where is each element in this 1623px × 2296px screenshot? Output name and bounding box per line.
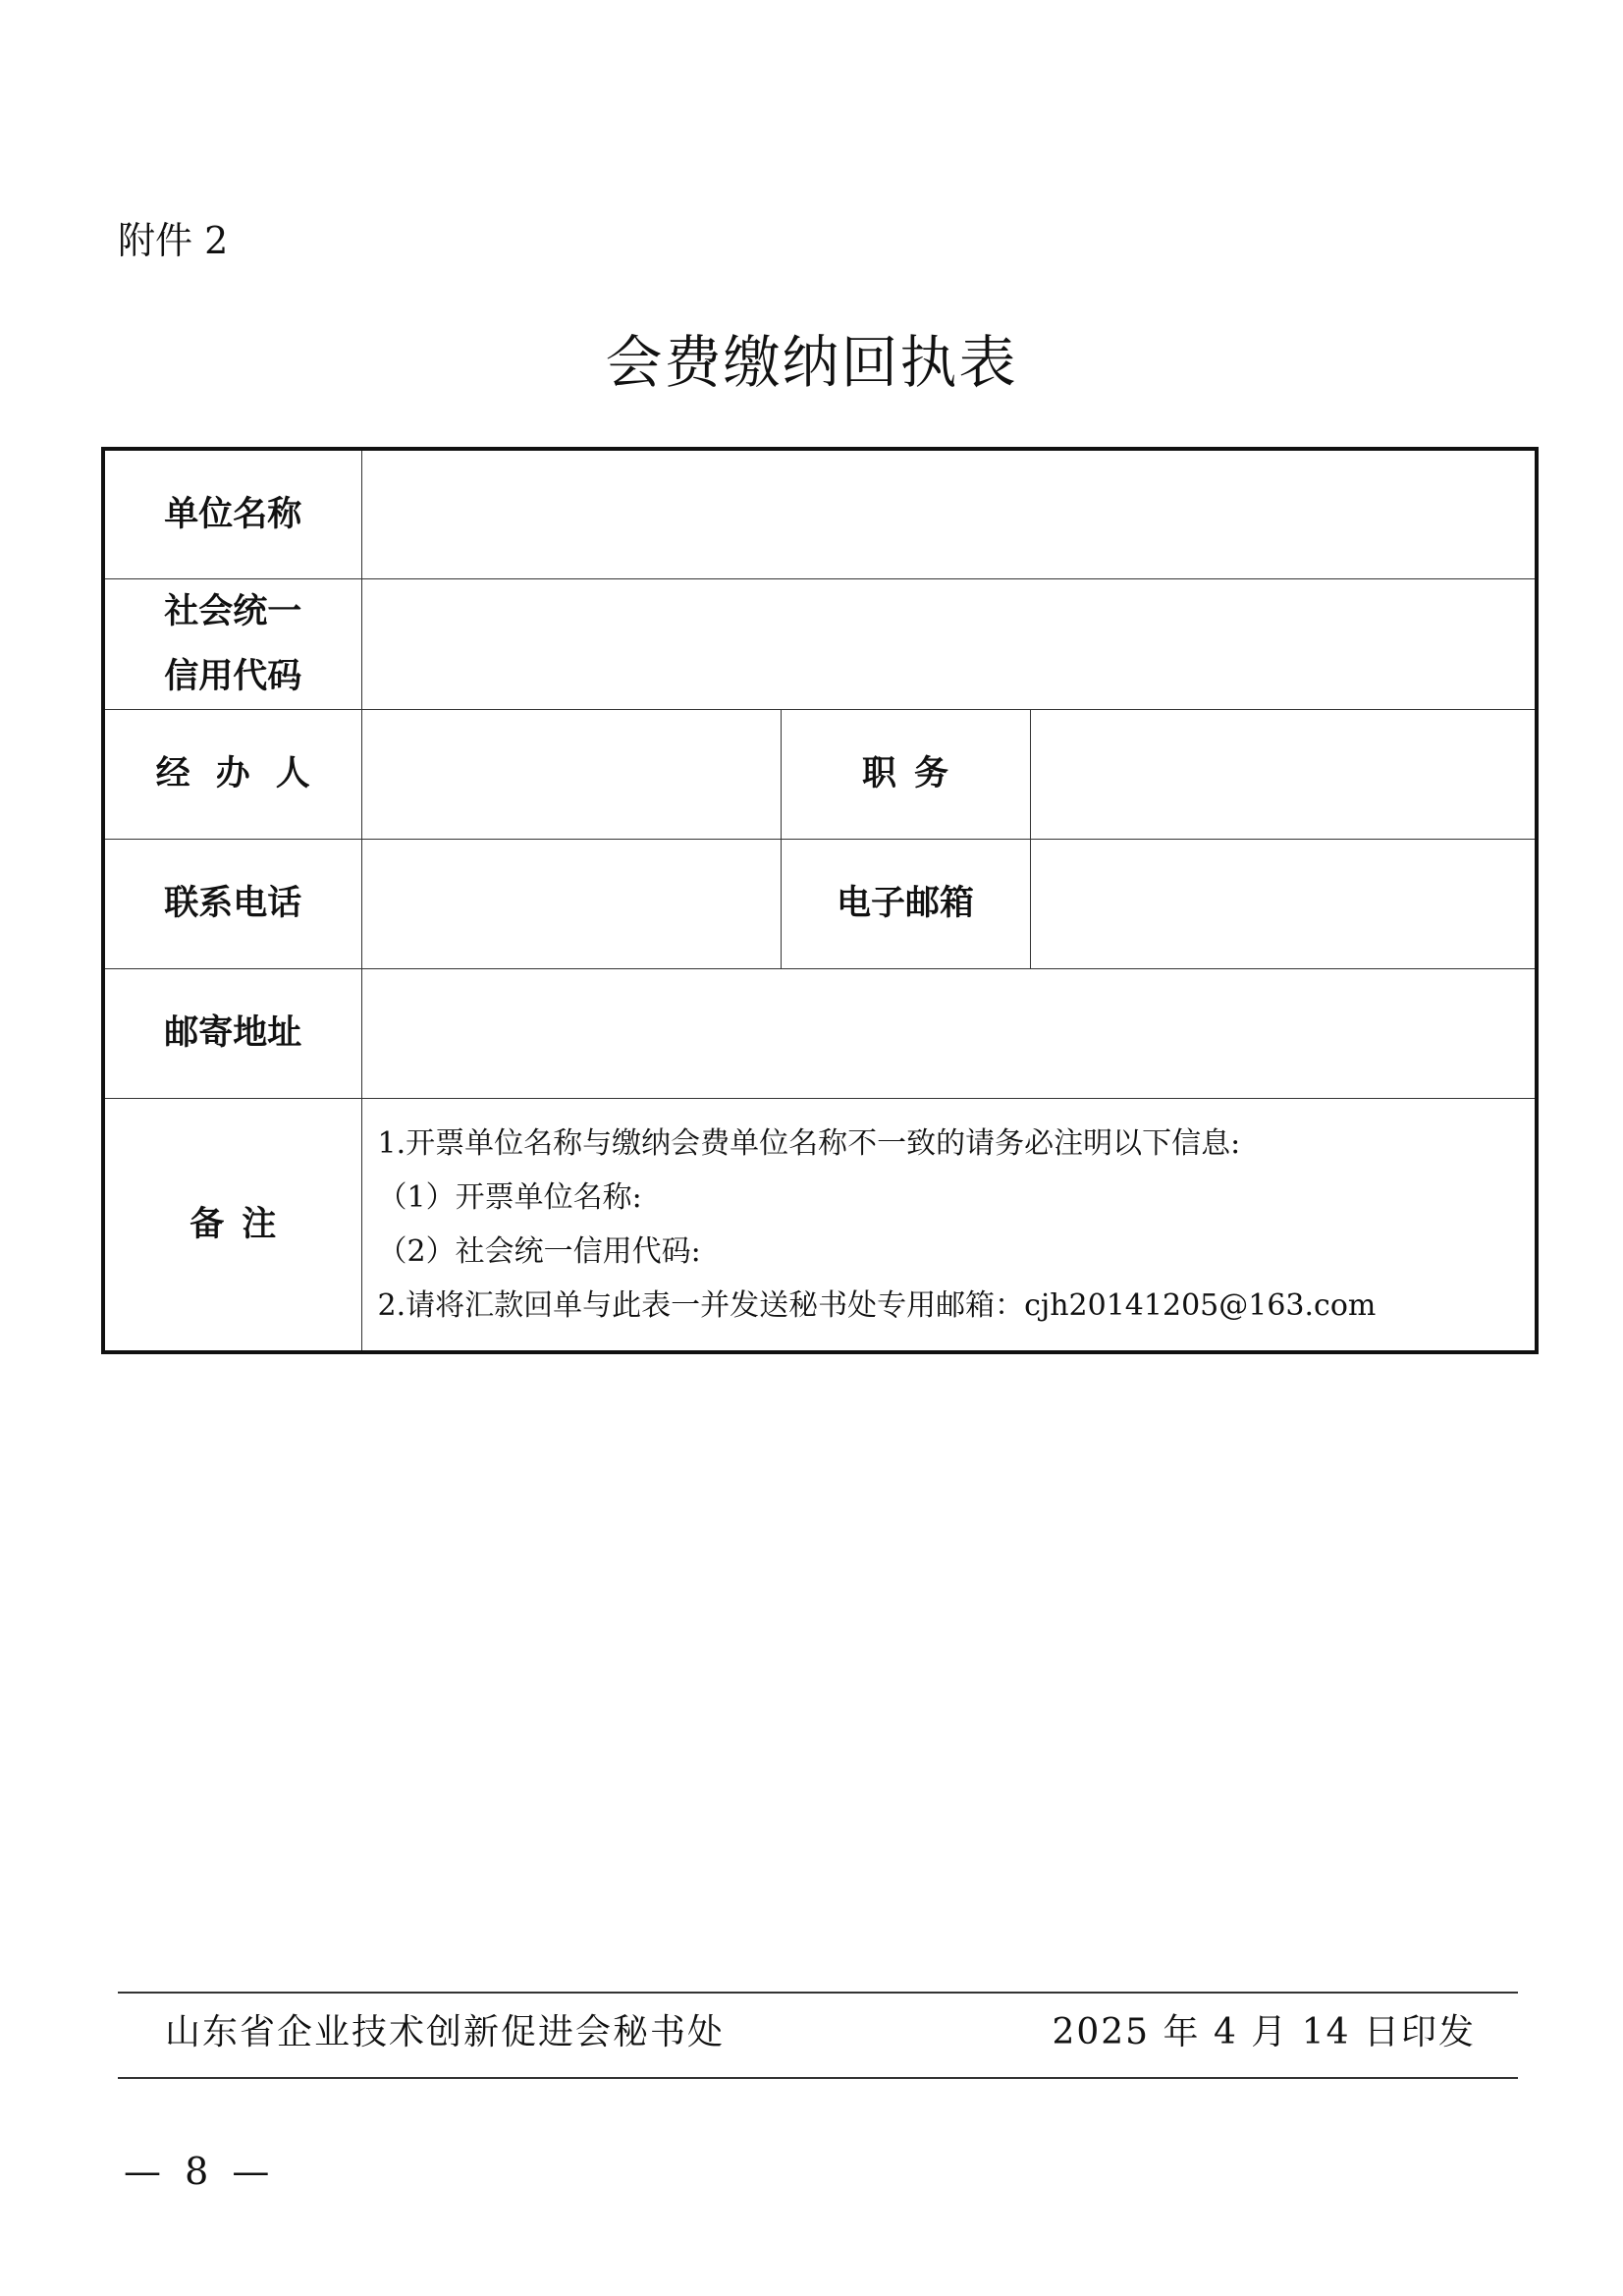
remarks-label-cell <box>103 1098 361 1352</box>
receipt-form-table <box>101 447 1539 1354</box>
credit-code-field[interactable] <box>361 578 1537 709</box>
footer-organization: 山东省企业技术创新促进会秘书处 <box>165 2012 726 2052</box>
credit-code-label-line2: 信用代码 <box>164 656 302 696</box>
email-field[interactable] <box>1030 839 1537 968</box>
phone-label: 联系电话 <box>103 839 361 968</box>
footer-bottom-rule <box>118 2077 1518 2079</box>
phone-field[interactable] <box>361 839 781 968</box>
row-handler <box>103 709 1537 839</box>
row-contact <box>103 839 1537 968</box>
address-label: 邮寄地址 <box>103 968 361 1098</box>
unit-name-label: 单位名称 <box>103 449 361 578</box>
form-title: 会费缴纳回执表 <box>605 329 1018 396</box>
page-number: — 8 — <box>124 2150 276 2193</box>
handler-field[interactable] <box>361 709 781 839</box>
footer-issue-date: 2025 年 4 月 14 日印发 <box>1052 2012 1476 2052</box>
position-label: 职务 <box>861 754 966 793</box>
remarks-content <box>361 1098 1537 1352</box>
remarks-label: 备注 <box>189 1204 295 1244</box>
credit-code-label-line1: 社会统一 <box>164 591 302 631</box>
row-credit-code <box>103 578 1537 709</box>
handler-label-cell <box>103 709 361 839</box>
remark-line-3: （2）社会统一信用代码: <box>377 1233 701 1269</box>
handler-label: 经办人 <box>155 754 336 793</box>
position-label-cell <box>781 709 1030 839</box>
row-remarks <box>103 1098 1537 1352</box>
remark-line-2: （1）开票单位名称: <box>377 1179 642 1215</box>
attachment-label: 附件 2 <box>118 219 229 262</box>
row-address <box>103 968 1537 1098</box>
remark-line-4: 2.请将汇款回单与此表一并发送秘书处专用邮箱：cjh20141205@163.com <box>377 1287 1377 1323</box>
remark-line-1: 1.开票单位名称与缴纳会费单位名称不一致的请务必注明以下信息: <box>377 1125 1241 1161</box>
credit-code-label <box>103 578 361 709</box>
footer-top-rule <box>118 1992 1518 1994</box>
address-field[interactable] <box>361 968 1537 1098</box>
unit-name-field[interactable] <box>361 449 1537 578</box>
position-field[interactable] <box>1030 709 1537 839</box>
email-label: 电子邮箱 <box>781 839 1030 968</box>
row-unit-name <box>103 449 1537 578</box>
